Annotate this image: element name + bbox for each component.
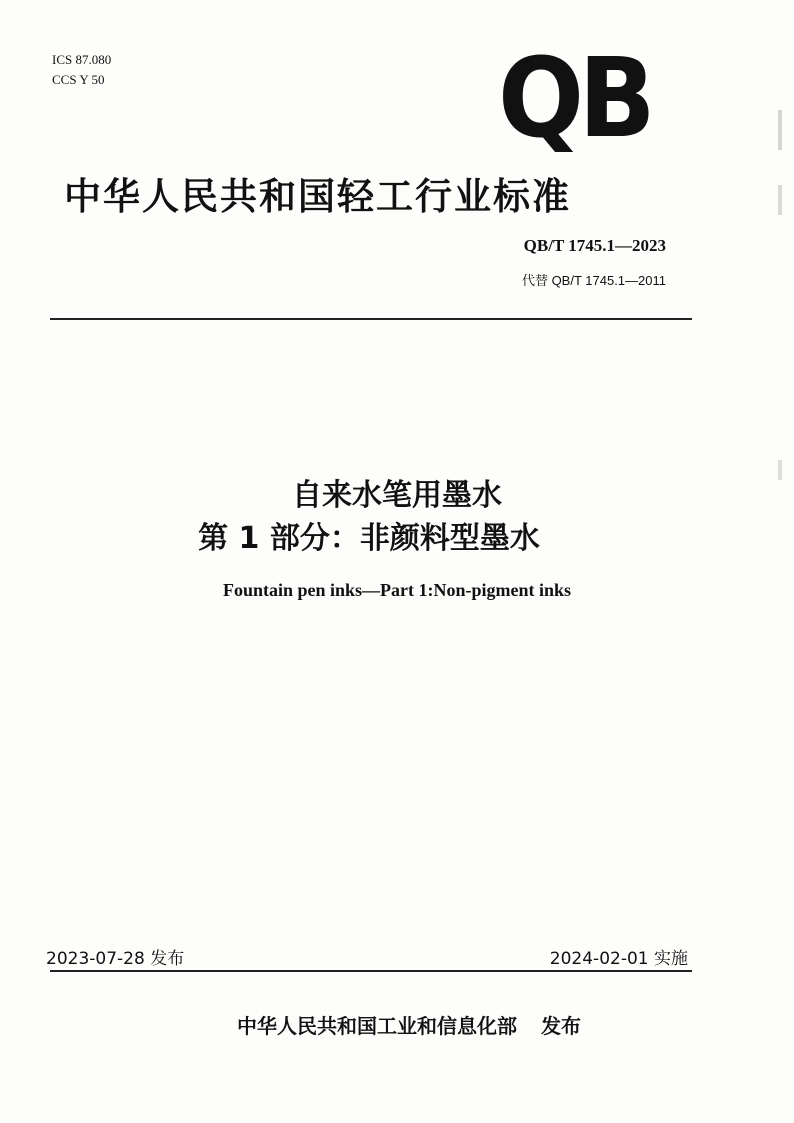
scan-edge-mark (778, 185, 782, 215)
qb-logo: QB (498, 34, 651, 162)
org-title: 中华人民共和国轻工行业标准 (64, 175, 571, 218)
standard-number: QB/T 1745.1—2023 (523, 236, 666, 255)
footer-divider (50, 970, 692, 972)
replaces-standard: 代替 QB/T 1745.1—2011 (521, 273, 666, 288)
scan-edge-mark (778, 110, 782, 150)
title-line-2: 第 1 部分：非颜料型墨水 (198, 521, 540, 556)
publisher-action: 发布 (541, 1014, 581, 1038)
ccs-code: CCS Y 50 (52, 72, 105, 87)
title-line-1: 自来水笔用墨水 (292, 478, 502, 513)
scan-edge-mark (778, 460, 782, 480)
title-english: Fountain pen inks—Part 1:Non-pigment inks (222, 580, 572, 600)
header-divider (50, 318, 692, 320)
publisher-name: 中华人民共和国工业和信息化部 (237, 1014, 517, 1038)
publisher (0, 1010, 794, 1039)
implementation-date: 2024-02-01 实施 (549, 949, 688, 969)
ics-code: ICS 87.080 (52, 52, 112, 67)
issue-date: 2023-07-28 发布 (46, 949, 185, 969)
